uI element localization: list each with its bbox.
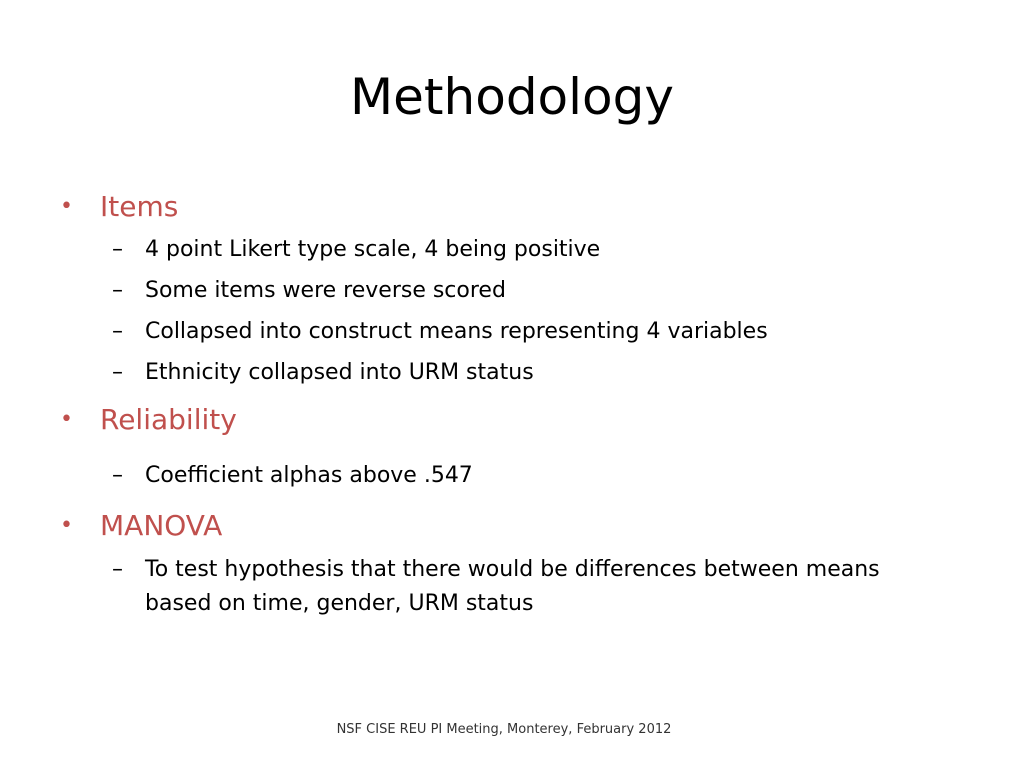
bullet-label: Items <box>100 189 179 223</box>
sub-item <box>112 459 945 493</box>
sub-item <box>112 233 945 267</box>
bullet-items <box>60 186 178 226</box>
sub-item <box>112 553 945 621</box>
bullet-label: Reliability <box>100 402 237 436</box>
sub-item-text: Ethnicity collapsed into URM status <box>145 360 534 385</box>
bullet-manova <box>60 505 222 545</box>
sub-item-text: Collapsed into construct means representing 4 variables <box>145 319 768 344</box>
sub-item <box>112 315 945 349</box>
sub-item-text: 4 point Likert type scale, 4 being positive <box>145 237 601 262</box>
sub-dash: – <box>112 463 123 488</box>
sub-item <box>112 356 945 390</box>
sub-item <box>112 274 945 308</box>
bullet-reliability <box>60 399 237 439</box>
sub-dash: – <box>112 319 123 344</box>
sub-dash: – <box>112 360 123 385</box>
bullet-dot: • <box>60 406 73 432</box>
sub-dash: – <box>112 278 123 303</box>
slide-title: Methodology <box>350 68 674 126</box>
bullet-dot: • <box>60 193 73 219</box>
bullet-label: MANOVA <box>100 508 223 542</box>
sub-dash: – <box>112 557 123 582</box>
slide-footer: NSF CISE REU PI Meeting, Monterey, February 2012 <box>336 722 672 737</box>
sub-item-text: Coefficient alphas above .547 <box>145 463 473 488</box>
sub-dash: – <box>112 237 123 262</box>
sub-item-text: To test hypothesis that there would be differences between means based on time, gender, URM status <box>145 557 880 616</box>
sub-item-text: Some items were reverse scored <box>145 278 506 303</box>
bullet-dot: • <box>60 512 73 538</box>
